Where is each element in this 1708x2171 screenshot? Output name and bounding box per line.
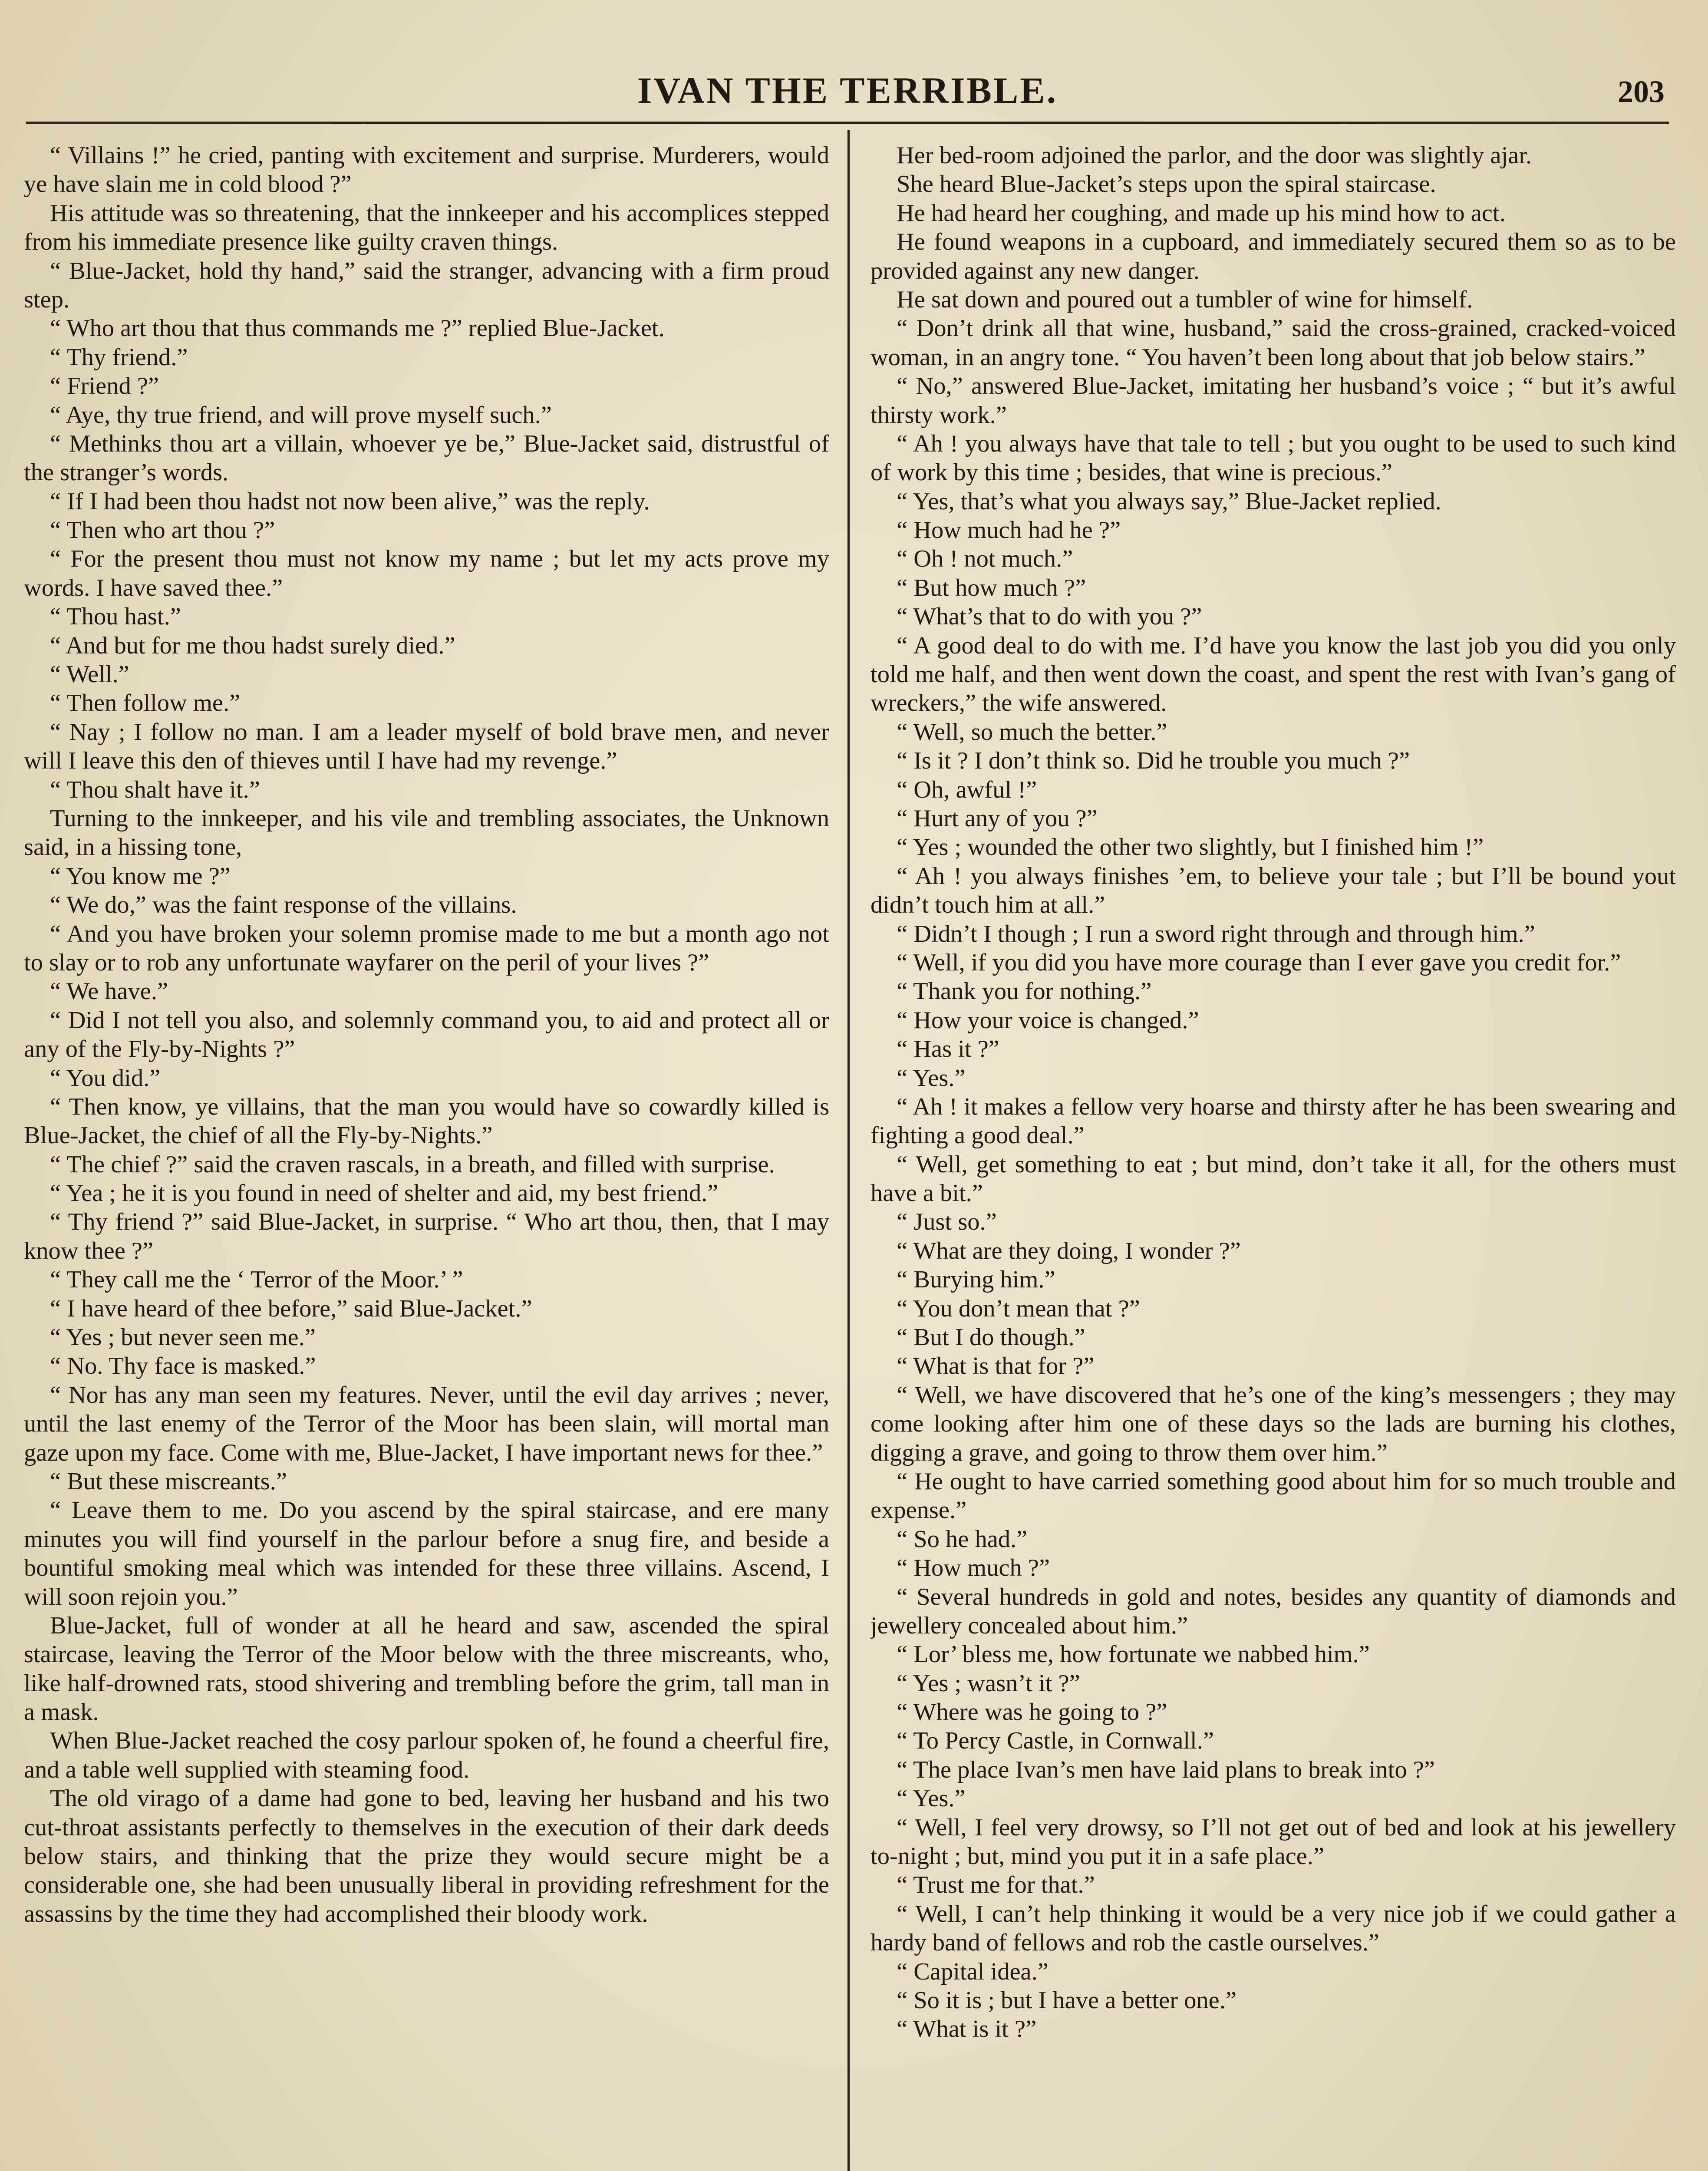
paragraph: “ What’s that to do with you ?”	[897, 603, 1202, 630]
paragraph: Blue-Jacket, full of wonder at all he heard and saw, ascended the spiral staircase, leaving the Terror of the Moor below with the three miscreants, who, like half-drowned rats, stood shivering and trembling before the grim, tall man in a mask.	[24, 1612, 829, 1726]
paragraph: “ What are they doing, I wonder ?”	[897, 1237, 1241, 1264]
paragraph: “ Well.”	[50, 661, 129, 688]
paragraph: He had heard her coughing, and made up his mind how to act.	[897, 199, 1506, 227]
paragraph: “ They call me the ‘ Terror of the Moor.’ ”	[50, 1266, 463, 1293]
paragraph: “ He ought to have carried something good about him for so much trouble and expense.”	[870, 1468, 1676, 1524]
paragraph: “ You don’t mean that ?”	[897, 1295, 1140, 1322]
paragraph: “ A good deal to do with me. I’d have you know the last job you did you only told me half, and then went down the coast, and spent the rest with Ivan’s gang of wreckers,” the wife answered.	[870, 632, 1676, 717]
paragraph: “ Thank you for nothing.”	[897, 978, 1152, 1005]
paragraph: “ Well, get something to eat ; but mind, don’t take it all, for the others must have a bit.”	[870, 1151, 1676, 1207]
paragraph: “ Thou shalt have it.”	[50, 776, 260, 803]
paragraph: “ You know me ?”	[50, 862, 231, 890]
paragraph: “ But I do though.”	[897, 1324, 1085, 1351]
page-header	[26, 56, 1669, 124]
paragraph: “ Ah ! it makes a fellow very hoarse and thirsty after he has been swearing and fighting a good deal.”	[870, 1093, 1676, 1149]
paragraph: “ Yes, that’s what you always say,” Blue-Jacket replied.	[897, 488, 1441, 515]
paragraph: “ Didn’t I though ; I run a sword right through and through him.”	[897, 920, 1535, 947]
paragraph: The old virago of a dame had gone to bed, leaving her husband and his two cut-throat assistants perfectly to themselves in the execution of their dark deeds below stairs, and thinking that the prize they would secure might be a considerable one, she had been unusually liberal in providing refreshment for the assassins by the time they had accomplished their bloody work.	[24, 1785, 829, 1927]
paragraph: “ Lor’ bless me, how fortunate we nabbed him.”	[897, 1641, 1370, 1668]
paragraph: “ Yes ; wounded the other two slightly, but I finished him !”	[897, 834, 1484, 861]
paragraph: “ Has it ?”	[897, 1036, 999, 1063]
paragraph: “ Yes ; wasn’t it ?”	[897, 1669, 1080, 1697]
paragraph: “ Just so.”	[897, 1208, 997, 1236]
paragraph: “ Well, so much the better.”	[897, 718, 1167, 746]
paragraph: He sat down and poured out a tumbler of wine for himself.	[897, 286, 1473, 313]
paragraph: “ What is that for ?”	[897, 1353, 1095, 1380]
paragraph: “ Oh ! not much.”	[897, 545, 1073, 573]
paragraph: “ We do,” was the faint response of the villains.	[50, 891, 517, 919]
paragraph: “ But how much ?”	[897, 574, 1086, 601]
paragraph: “ Capital idea.”	[897, 1958, 1049, 1985]
paragraph: “ Nay ; I follow no man. I am a leader myself of bold brave men, and never will I leave this den of thieves until I have had my revenge.”	[24, 718, 829, 775]
column-divider	[847, 130, 850, 2171]
paragraph: “ Several hundreds in gold and notes, besides any quantity of diamonds and jewellery concealed about him.”	[870, 1583, 1676, 1639]
paragraph: “ How much ?”	[897, 1554, 1050, 1582]
paragraph: “ Ah ! you always finishes ’em, to believe your tale ; but I’ll be bound yout didn’t touch him at all.”	[870, 862, 1676, 919]
paragraph: “ Yes.”	[897, 1064, 966, 1092]
paragraph: “ Methinks thou art a villain, whoever ye be,” Blue-Jacket said, distrustful of the stranger’s words.	[24, 430, 829, 486]
paragraph: “ Aye, thy true friend, and will prove myself such.”	[50, 401, 552, 429]
paragraph: “ Thy friend.”	[50, 343, 188, 371]
left-column	[24, 141, 829, 2171]
paragraph: He found weapons in a cupboard, and immediately secured them so as to be provided against any new danger.	[870, 228, 1676, 284]
paragraph: “ Then who art thou ?”	[50, 517, 275, 544]
paragraph: “ Villains !” he cried, panting with excitement and surprise. Murderers, would ye have slain me in cold blood ?”	[24, 142, 829, 198]
paragraph: “ Thou hast.”	[50, 603, 181, 630]
paragraph: His attitude was so threatening, that the innkeeper and his accomplices stepped from his immediate presence like guilty craven things.	[24, 199, 829, 256]
paragraph: “ Well, if you did you have more courage than I ever gave you credit for.”	[897, 949, 1621, 976]
paragraph: “ But these miscreants.”	[50, 1468, 287, 1495]
paragraph: “ Then know, ye villains, that the man you would have so cowardly killed is Blue-Jacket, the chief of all the Fly-by-Nights.”	[24, 1093, 829, 1149]
paragraph: “ Don’t drink all that wine, husband,” said the cross-grained, cracked-voiced woman, in an angry tone. “ You haven’t been long about that job below stairs.”	[870, 315, 1676, 371]
paragraph: “ The place Ivan’s men have laid plans to break into ?”	[897, 1756, 1435, 1783]
paragraph: “ Then follow me.”	[50, 690, 241, 717]
paragraph: “ Yes.”	[897, 1785, 966, 1812]
paragraph: “ To Percy Castle, in Cornwall.”	[897, 1727, 1214, 1755]
paragraph: “ Well, I feel very drowsy, so I’ll not get out of bed and look at his jewellery to-night ; but, mind you put it in a safe place.”	[870, 1814, 1676, 1870]
paragraph: “ And you have broken your solemn promise made to me but a month ago not to slay or to rob any unfortunate wayfarer on the peril of your lives ?”	[24, 920, 829, 976]
paragraph: “ Trust me for that.”	[897, 1871, 1095, 1899]
paragraph: “ And but for me thou hadst surely died.”	[50, 632, 455, 659]
page-number: 203	[1618, 74, 1665, 109]
page-title: IVAN THE TERRIBLE.	[637, 69, 1058, 111]
paragraph: “ Where was he going to ?”	[897, 1699, 1167, 1726]
paragraph: Turning to the innkeeper, and his vile and trembling associates, the Unknown said, in a hissing tone,	[24, 805, 829, 861]
paragraph: “ Burying him.”	[897, 1266, 1055, 1293]
paragraph: “ Who art thou that thus commands me ?” replied Blue-Jacket.	[50, 315, 665, 342]
right-column	[870, 141, 1676, 2171]
paragraph: Her bed-room adjoined the parlor, and the door was slightly ajar.	[897, 142, 1532, 169]
paragraph: “ Did I not tell you also, and solemnly command you, to aid and protect all or any of the Fly-by-Nights ?”	[24, 1006, 829, 1063]
paragraph: “ Leave them to me. Do you ascend by the spiral staircase, and ere many minutes you will find yourself in the parlour before a snug fire, and beside a bountiful smoking meal which was intended for these three villains. Ascend, I will soon rejoin you.”	[24, 1497, 829, 1610]
paragraph: “ How much had he ?”	[897, 517, 1121, 544]
paragraph: “ Nor has any man seen my features. Never, until the evil day arrives ; never, until the last enemy of the Terror of the Moor has been slain, will mortal man gaze upon my face. Come with me, Blue-Jacket, I have important news for thee.”	[24, 1381, 829, 1466]
paragraph: “ So he had.”	[897, 1525, 1028, 1553]
paragraph: “ Well, we have discovered that he’s one of the king’s messengers ; they may come looking after him one of these days so the lads are burning his clothes, digging a grave, and going to throw them over him.”	[870, 1381, 1676, 1466]
paragraph: “ No. Thy face is masked.”	[50, 1353, 316, 1380]
paragraph: “ You did.”	[50, 1064, 161, 1092]
paragraph: “ The chief ?” said the craven rascals, in a breath, and filled with surprise.	[50, 1151, 775, 1178]
paragraph: When Blue-Jacket reached the cosy parlour spoken of, he found a cheerful fire, and a table well supplied with steaming food.	[24, 1727, 829, 1783]
paragraph: “ Ah ! you always have that tale to tell ; but you ought to be used to such kind of work by this time ; besides, that wine is precious.”	[870, 430, 1676, 486]
paragraph: “ Is it ? I don’t think so. Did he trouble you much ?”	[897, 747, 1410, 775]
paragraph: “ We have.”	[50, 978, 168, 1005]
paragraph: “ Friend ?”	[50, 373, 159, 400]
paragraph: “ Yea ; he it is you found in need of shelter and aid, my best friend.”	[50, 1180, 719, 1207]
paragraph: “ Yes ; but never seen me.”	[50, 1324, 316, 1351]
paragraph: “ Oh, awful !”	[897, 776, 1037, 803]
paragraph: “ Well, I can’t help thinking it would be a very nice job if we could gather a hardy band of fellows and rob the castle ourselves.”	[870, 1900, 1676, 1957]
paragraph: “ Hurt any of you ?”	[897, 805, 1098, 832]
paragraph: “ What is it ?”	[897, 2016, 1037, 2043]
paragraph: “ Blue-Jacket, hold thy hand,” said the stranger, advancing with a firm proud step.	[24, 257, 829, 313]
paragraph: “ I have heard of thee before,” said Blue-Jacket.”	[50, 1295, 532, 1322]
paragraph: “ So it is ; but I have a better one.”	[897, 1987, 1236, 2014]
paragraph: “ How your voice is changed.”	[897, 1006, 1199, 1034]
paragraph: “ For the present thou must not know my name ; but let my acts prove my words. I have saved thee.”	[24, 545, 829, 601]
paragraph: “ If I had been thou hadst not now been alive,” was the reply.	[50, 488, 650, 515]
paragraph: “ Thy friend ?” said Blue-Jacket, in surprise. “ Who art thou, then, that I may know thee ?”	[24, 1208, 829, 1264]
paragraph: “ No,” answered Blue-Jacket, imitating her husband’s voice ; “ but it’s awful thirsty work.”	[870, 373, 1676, 429]
paragraph: She heard Blue-Jacket’s steps upon the spiral staircase.	[897, 171, 1436, 198]
